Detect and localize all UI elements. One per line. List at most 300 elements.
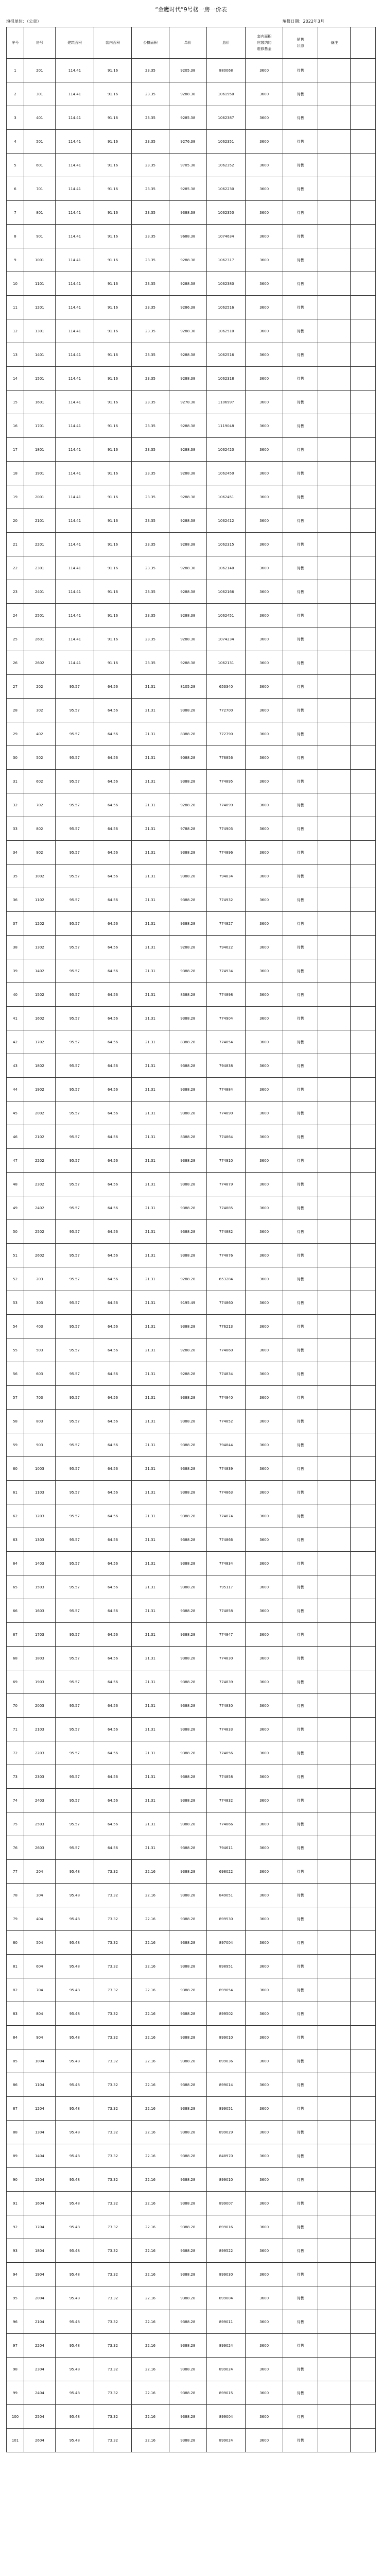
table-cell: 3600: [246, 841, 283, 865]
table-row: [7, 533, 376, 556]
table-cell: 899010: [206, 2168, 245, 2192]
table-cell: 64.56: [94, 1575, 132, 1599]
table-cell: [351, 1623, 376, 1647]
table-cell: [318, 343, 351, 367]
table-cell: 待售: [283, 82, 318, 106]
table-cell: [318, 2358, 351, 2381]
table-cell: [318, 1362, 351, 1386]
table-cell: 3600: [246, 1623, 283, 1647]
table-cell: 待售: [283, 1267, 318, 1291]
table-cell: [351, 1386, 376, 1410]
table-cell: 待售: [283, 1125, 318, 1149]
table-cell: 114.41: [55, 272, 94, 296]
table-row: [7, 1741, 376, 1765]
table-cell: 64.56: [94, 1149, 132, 1173]
table-cell: 3600: [246, 1078, 283, 1101]
table-cell: 3600: [246, 2358, 283, 2381]
table-cell: [318, 1718, 351, 1741]
table-cell: 待售: [283, 391, 318, 414]
table-cell: [351, 580, 376, 604]
table-cell: 23.35: [132, 343, 169, 367]
table-cell: 774832: [206, 1789, 245, 1812]
table-cell: 9388.28: [169, 1812, 206, 1836]
table-cell: [351, 177, 376, 201]
table-cell: 73.32: [94, 2334, 132, 2358]
table-cell: 9388.28: [169, 1741, 206, 1765]
table-row: [7, 391, 376, 414]
table-cell: 9288.28: [169, 1362, 206, 1386]
table-cell: 3600: [246, 1552, 283, 1575]
table-cell: 3600: [246, 438, 283, 462]
table-cell: 21.31: [132, 1599, 169, 1623]
table-row: [7, 1267, 376, 1291]
table-cell: 802: [24, 817, 56, 841]
table-cell: [318, 936, 351, 959]
table-cell: [318, 1575, 351, 1599]
table-cell: [318, 2263, 351, 2286]
table-cell: 73.32: [94, 2168, 132, 2192]
table-cell: 95.57: [55, 1125, 94, 1149]
table-cell: 1062352: [206, 154, 245, 177]
table-cell: 89: [7, 2144, 24, 2168]
table-cell: 9285.38: [169, 177, 206, 201]
table-cell: 114.41: [55, 130, 94, 154]
table-cell: 3600: [246, 2168, 283, 2192]
table-cell: [318, 1481, 351, 1504]
table-cell: 95.57: [55, 1030, 94, 1054]
table-cell: 899024: [206, 2334, 245, 2358]
table-cell: 9288.38: [169, 533, 206, 556]
table-row: [7, 1765, 376, 1789]
table-cell: 653284: [206, 1267, 245, 1291]
table-cell: 3600: [246, 651, 283, 675]
table-cell: 3600: [246, 1173, 283, 1196]
table-cell: 23.35: [132, 556, 169, 580]
table-cell: 47: [7, 1149, 24, 1173]
table-cell: 114.41: [55, 177, 94, 201]
table-row: [7, 1149, 376, 1173]
table-cell: 1901: [24, 462, 56, 485]
table-cell: 3600: [246, 1457, 283, 1481]
table-cell: 23.35: [132, 272, 169, 296]
table-row: [7, 1078, 376, 1101]
table-cell: 7: [7, 201, 24, 225]
table-cell: 33: [7, 817, 24, 841]
table-cell: [351, 1007, 376, 1030]
table-cell: [351, 1030, 376, 1054]
table-cell: 待售: [283, 675, 318, 699]
table-cell: 91.16: [94, 414, 132, 438]
table-cell: 64.56: [94, 1054, 132, 1078]
table-cell: 待售: [283, 2334, 318, 2358]
table-row: [7, 1030, 376, 1054]
table-cell: 91.16: [94, 225, 132, 248]
table-cell: 64.56: [94, 1244, 132, 1267]
table-cell: [351, 1244, 376, 1267]
table-cell: 1903: [24, 1670, 56, 1694]
table-cell: 3600: [246, 746, 283, 770]
table-cell: 3600: [246, 1694, 283, 1718]
table-cell: 9388.28: [169, 2429, 206, 2452]
table-cell: 3600: [246, 343, 283, 367]
table-cell: 待售: [283, 201, 318, 225]
table-cell: [351, 912, 376, 936]
table-row: [7, 912, 376, 936]
table-cell: [351, 1433, 376, 1457]
table-cell: 64.56: [94, 1125, 132, 1149]
table-cell: 21.31: [132, 1504, 169, 1528]
table-cell: 待售: [283, 841, 318, 865]
table-cell: 9288.38: [169, 414, 206, 438]
table-cell: 70: [7, 1694, 24, 1718]
table-row: [7, 817, 376, 841]
table-cell: [318, 580, 351, 604]
table-cell: 17: [7, 438, 24, 462]
table-row: [7, 699, 376, 722]
table-cell: 待售: [283, 1173, 318, 1196]
table-cell: 21.31: [132, 1173, 169, 1196]
table-cell: 21.31: [132, 817, 169, 841]
table-cell: 95.57: [55, 1101, 94, 1125]
table-cell: 3600: [246, 865, 283, 888]
table-cell: 1203: [24, 1504, 56, 1528]
table-cell: [318, 1173, 351, 1196]
table-cell: 21.31: [132, 1528, 169, 1552]
table-cell: [351, 1504, 376, 1528]
table-cell: 9388.28: [169, 2334, 206, 2358]
table-cell: 803: [24, 1410, 56, 1433]
table-cell: [318, 2168, 351, 2192]
table-cell: [351, 462, 376, 485]
table-cell: 3600: [246, 556, 283, 580]
table-cell: 1202: [24, 912, 56, 936]
table-cell: 待售: [283, 130, 318, 154]
table-cell: 95.57: [55, 1789, 94, 1812]
table-cell: 1062516: [206, 296, 245, 319]
table-cell: 95.57: [55, 1741, 94, 1765]
table-cell: 82: [7, 1978, 24, 2002]
table-cell: 95.48: [55, 2358, 94, 2381]
table-cell: 95.57: [55, 722, 94, 746]
table-cell: [351, 414, 376, 438]
table-cell: 3600: [246, 2310, 283, 2334]
table-cell: [318, 509, 351, 533]
table-cell: 3600: [246, 1007, 283, 1030]
table-cell: 8388.28: [169, 983, 206, 1007]
table-cell: 95.48: [55, 2049, 94, 2073]
table-cell: 114.41: [55, 59, 94, 82]
table-cell: 1062451: [206, 485, 245, 509]
table-cell: 3600: [246, 296, 283, 319]
table-cell: 402: [24, 722, 56, 746]
table-cell: 114.41: [55, 225, 94, 248]
table-cell: 95: [7, 2286, 24, 2310]
table-cell: 6: [7, 177, 24, 201]
table-cell: 95.57: [55, 1315, 94, 1338]
table-row: [7, 1528, 376, 1552]
table-cell: 91.16: [94, 604, 132, 628]
table-cell: 73.32: [94, 2310, 132, 2334]
table-cell: 23.35: [132, 651, 169, 675]
table-cell: [318, 1291, 351, 1315]
table-cell: 1104: [24, 2073, 56, 2097]
table-cell: 9388.28: [169, 1433, 206, 1457]
table-cell: [318, 272, 351, 296]
table-cell: 22.16: [132, 1931, 169, 1955]
table-cell: 1062451: [206, 604, 245, 628]
table-cell: 3600: [246, 533, 283, 556]
table-cell: 9388.28: [169, 1599, 206, 1623]
table-cell: 待售: [283, 2239, 318, 2263]
table-cell: 899024: [206, 2358, 245, 2381]
table-cell: 23.35: [132, 414, 169, 438]
table-cell: 774840: [206, 1386, 245, 1410]
table-cell: 9388.28: [169, 1315, 206, 1338]
table-cell: 774866: [206, 1528, 245, 1552]
table-cell: 95.57: [55, 1457, 94, 1481]
table-cell: 1062315: [206, 533, 245, 556]
table-cell: 849051: [206, 1884, 245, 1907]
table-cell: 2503: [24, 1812, 56, 1836]
table-cell: 9288.38: [169, 367, 206, 391]
table-cell: 91.16: [94, 130, 132, 154]
table-cell: 9788.28: [169, 817, 206, 841]
table-cell: 待售: [283, 438, 318, 462]
table-cell: 3600: [246, 675, 283, 699]
table-cell: 46: [7, 1125, 24, 1149]
table-cell: 64.56: [94, 1410, 132, 1433]
table-cell: 61: [7, 1481, 24, 1504]
table-cell: 91.16: [94, 82, 132, 106]
table-cell: 95.57: [55, 1267, 94, 1291]
table-cell: 774839: [206, 1670, 245, 1694]
table-cell: 114.41: [55, 154, 94, 177]
table-cell: 3600: [246, 1125, 283, 1149]
table-cell: 95.57: [55, 1149, 94, 1173]
table-cell: 114.41: [55, 248, 94, 272]
table-cell: [318, 1955, 351, 1978]
table-cell: 95.57: [55, 936, 94, 959]
table-cell: 776213: [206, 1315, 245, 1338]
table-cell: [351, 2121, 376, 2144]
table-cell: 3600: [246, 1030, 283, 1054]
table-cell: [351, 675, 376, 699]
table-cell: [318, 1765, 351, 1789]
table-cell: 64.56: [94, 1267, 132, 1291]
table-cell: 待售: [283, 1149, 318, 1173]
table-cell: [318, 462, 351, 485]
table-cell: 待售: [283, 793, 318, 817]
table-cell: 待售: [283, 343, 318, 367]
table-cell: 2502: [24, 1220, 56, 1244]
table-cell: 91.16: [94, 154, 132, 177]
table-row: [7, 1220, 376, 1244]
table-cell: 95.57: [55, 1362, 94, 1386]
table-cell: 3600: [246, 130, 283, 154]
table-cell: 899010: [206, 2026, 245, 2049]
table-row: [7, 841, 376, 865]
table-cell: 48: [7, 1173, 24, 1196]
table-cell: 91.16: [94, 319, 132, 343]
table-cell: 64.56: [94, 936, 132, 959]
table-cell: 待售: [283, 1765, 318, 1789]
table-cell: 23.35: [132, 59, 169, 82]
table-cell: 114.41: [55, 509, 94, 533]
table-row: [7, 201, 376, 225]
table-cell: [318, 2405, 351, 2429]
table-cell: 1119048: [206, 414, 245, 438]
table-cell: 95.57: [55, 1244, 94, 1267]
table-cell: 21.31: [132, 722, 169, 746]
table-cell: 50: [7, 1220, 24, 1244]
table-cell: 28: [7, 699, 24, 722]
table-cell: 303: [24, 1291, 56, 1315]
table-cell: 3600: [246, 1291, 283, 1315]
table-row: [7, 1007, 376, 1030]
table-cell: [351, 1907, 376, 1931]
table-cell: [318, 1884, 351, 1907]
table-cell: 9286.38: [169, 296, 206, 319]
table-cell: [318, 319, 351, 343]
table-row: [7, 1457, 376, 1481]
table-cell: 3600: [246, 2239, 283, 2263]
table-cell: 21.31: [132, 912, 169, 936]
table-cell: [351, 343, 376, 367]
table-cell: [318, 367, 351, 391]
table-row: [7, 272, 376, 296]
table-cell: 21.31: [132, 1315, 169, 1338]
table-cell: [351, 485, 376, 509]
table-cell: 9285.38: [169, 106, 206, 130]
table-cell: 85: [7, 2049, 24, 2073]
table-cell: [351, 1481, 376, 1504]
table-cell: [351, 438, 376, 462]
table-cell: 31: [7, 770, 24, 793]
table-cell: 9388.28: [169, 1504, 206, 1528]
table-cell: 9388.28: [169, 912, 206, 936]
table-cell: [351, 1694, 376, 1718]
table-cell: 3600: [246, 722, 283, 746]
table-cell: 80: [7, 1931, 24, 1955]
table-cell: 77: [7, 1860, 24, 1884]
table-cell: 3600: [246, 1931, 283, 1955]
table-cell: 1062350: [206, 201, 245, 225]
table-cell: [351, 1647, 376, 1670]
table-row: [7, 2405, 376, 2429]
table-cell: 3600: [246, 414, 283, 438]
table-cell: 114.41: [55, 391, 94, 414]
table-cell: 待售: [283, 1836, 318, 1860]
table-cell: 13: [7, 343, 24, 367]
table-cell: 待售: [283, 865, 318, 888]
table-cell: 64.56: [94, 959, 132, 983]
table-cell: [318, 177, 351, 201]
table-cell: [351, 2239, 376, 2263]
table-cell: 3600: [246, 485, 283, 509]
table-cell: 9388.28: [169, 1836, 206, 1860]
column-header: 建筑面积: [55, 27, 94, 59]
table-row: [7, 414, 376, 438]
table-cell: 2602: [24, 1244, 56, 1267]
table-cell: 1904: [24, 2263, 56, 2286]
table-cell: 1062351: [206, 130, 245, 154]
table-cell: 21.31: [132, 770, 169, 793]
table-cell: 9388.28: [169, 2239, 206, 2263]
table-row: [7, 225, 376, 248]
table-cell: 1103: [24, 1481, 56, 1504]
table-cell: 21.31: [132, 1101, 169, 1125]
table-cell: 8388.28: [169, 1030, 206, 1054]
table-cell: 9288.28: [169, 793, 206, 817]
table-row: [7, 2121, 376, 2144]
table-cell: 21.31: [132, 888, 169, 912]
table-cell: 待售: [283, 888, 318, 912]
table-cell: 21.31: [132, 959, 169, 983]
table-cell: 21.31: [132, 1410, 169, 1433]
table-cell: [318, 2097, 351, 2121]
table-cell: 21.31: [132, 1718, 169, 1741]
table-cell: 9388.28: [169, 1078, 206, 1101]
table-cell: 504: [24, 1931, 56, 1955]
table-cell: [318, 130, 351, 154]
table-cell: [351, 1101, 376, 1125]
table-cell: [318, 1338, 351, 1362]
table-cell: 21.31: [132, 1670, 169, 1694]
table-cell: 3600: [246, 888, 283, 912]
table-cell: 待售: [283, 177, 318, 201]
table-cell: 73.32: [94, 2239, 132, 2263]
table-cell: 64.56: [94, 1504, 132, 1528]
table-row: [7, 580, 376, 604]
table-body: [7, 59, 376, 2452]
table-cell: 待售: [283, 2002, 318, 2026]
table-cell: [318, 391, 351, 414]
table-row: [7, 106, 376, 130]
table-cell: 30: [7, 746, 24, 770]
table-cell: 9388.28: [169, 1101, 206, 1125]
table-cell: [318, 1101, 351, 1125]
table-cell: 22.16: [132, 1907, 169, 1931]
table-cell: 3600: [246, 2097, 283, 2121]
table-cell: 95.57: [55, 746, 94, 770]
table-cell: 23.35: [132, 580, 169, 604]
table-cell: 1702: [24, 1030, 56, 1054]
table-cell: 95.48: [55, 2073, 94, 2097]
table-cell: [318, 1907, 351, 1931]
table-cell: 待售: [283, 1623, 318, 1647]
table-cell: 95.57: [55, 1078, 94, 1101]
table-cell: 3600: [246, 1338, 283, 1362]
table-cell: 23.35: [132, 438, 169, 462]
table-cell: 503: [24, 1338, 56, 1362]
table-row: [7, 248, 376, 272]
table-cell: [351, 82, 376, 106]
table-cell: [318, 841, 351, 865]
table-cell: 774890: [206, 1101, 245, 1125]
table-cell: [351, 1173, 376, 1196]
table-cell: 2203: [24, 1741, 56, 1765]
table-cell: 3600: [246, 59, 283, 82]
table-cell: 95.57: [55, 912, 94, 936]
table-cell: 64.56: [94, 1362, 132, 1386]
table-cell: 9388.28: [169, 1244, 206, 1267]
table-cell: 待售: [283, 1291, 318, 1315]
table-cell: 403: [24, 1315, 56, 1338]
table-cell: 23.35: [132, 367, 169, 391]
table-cell: 3600: [246, 177, 283, 201]
table-cell: 待售: [283, 746, 318, 770]
table-cell: 73.32: [94, 2192, 132, 2215]
